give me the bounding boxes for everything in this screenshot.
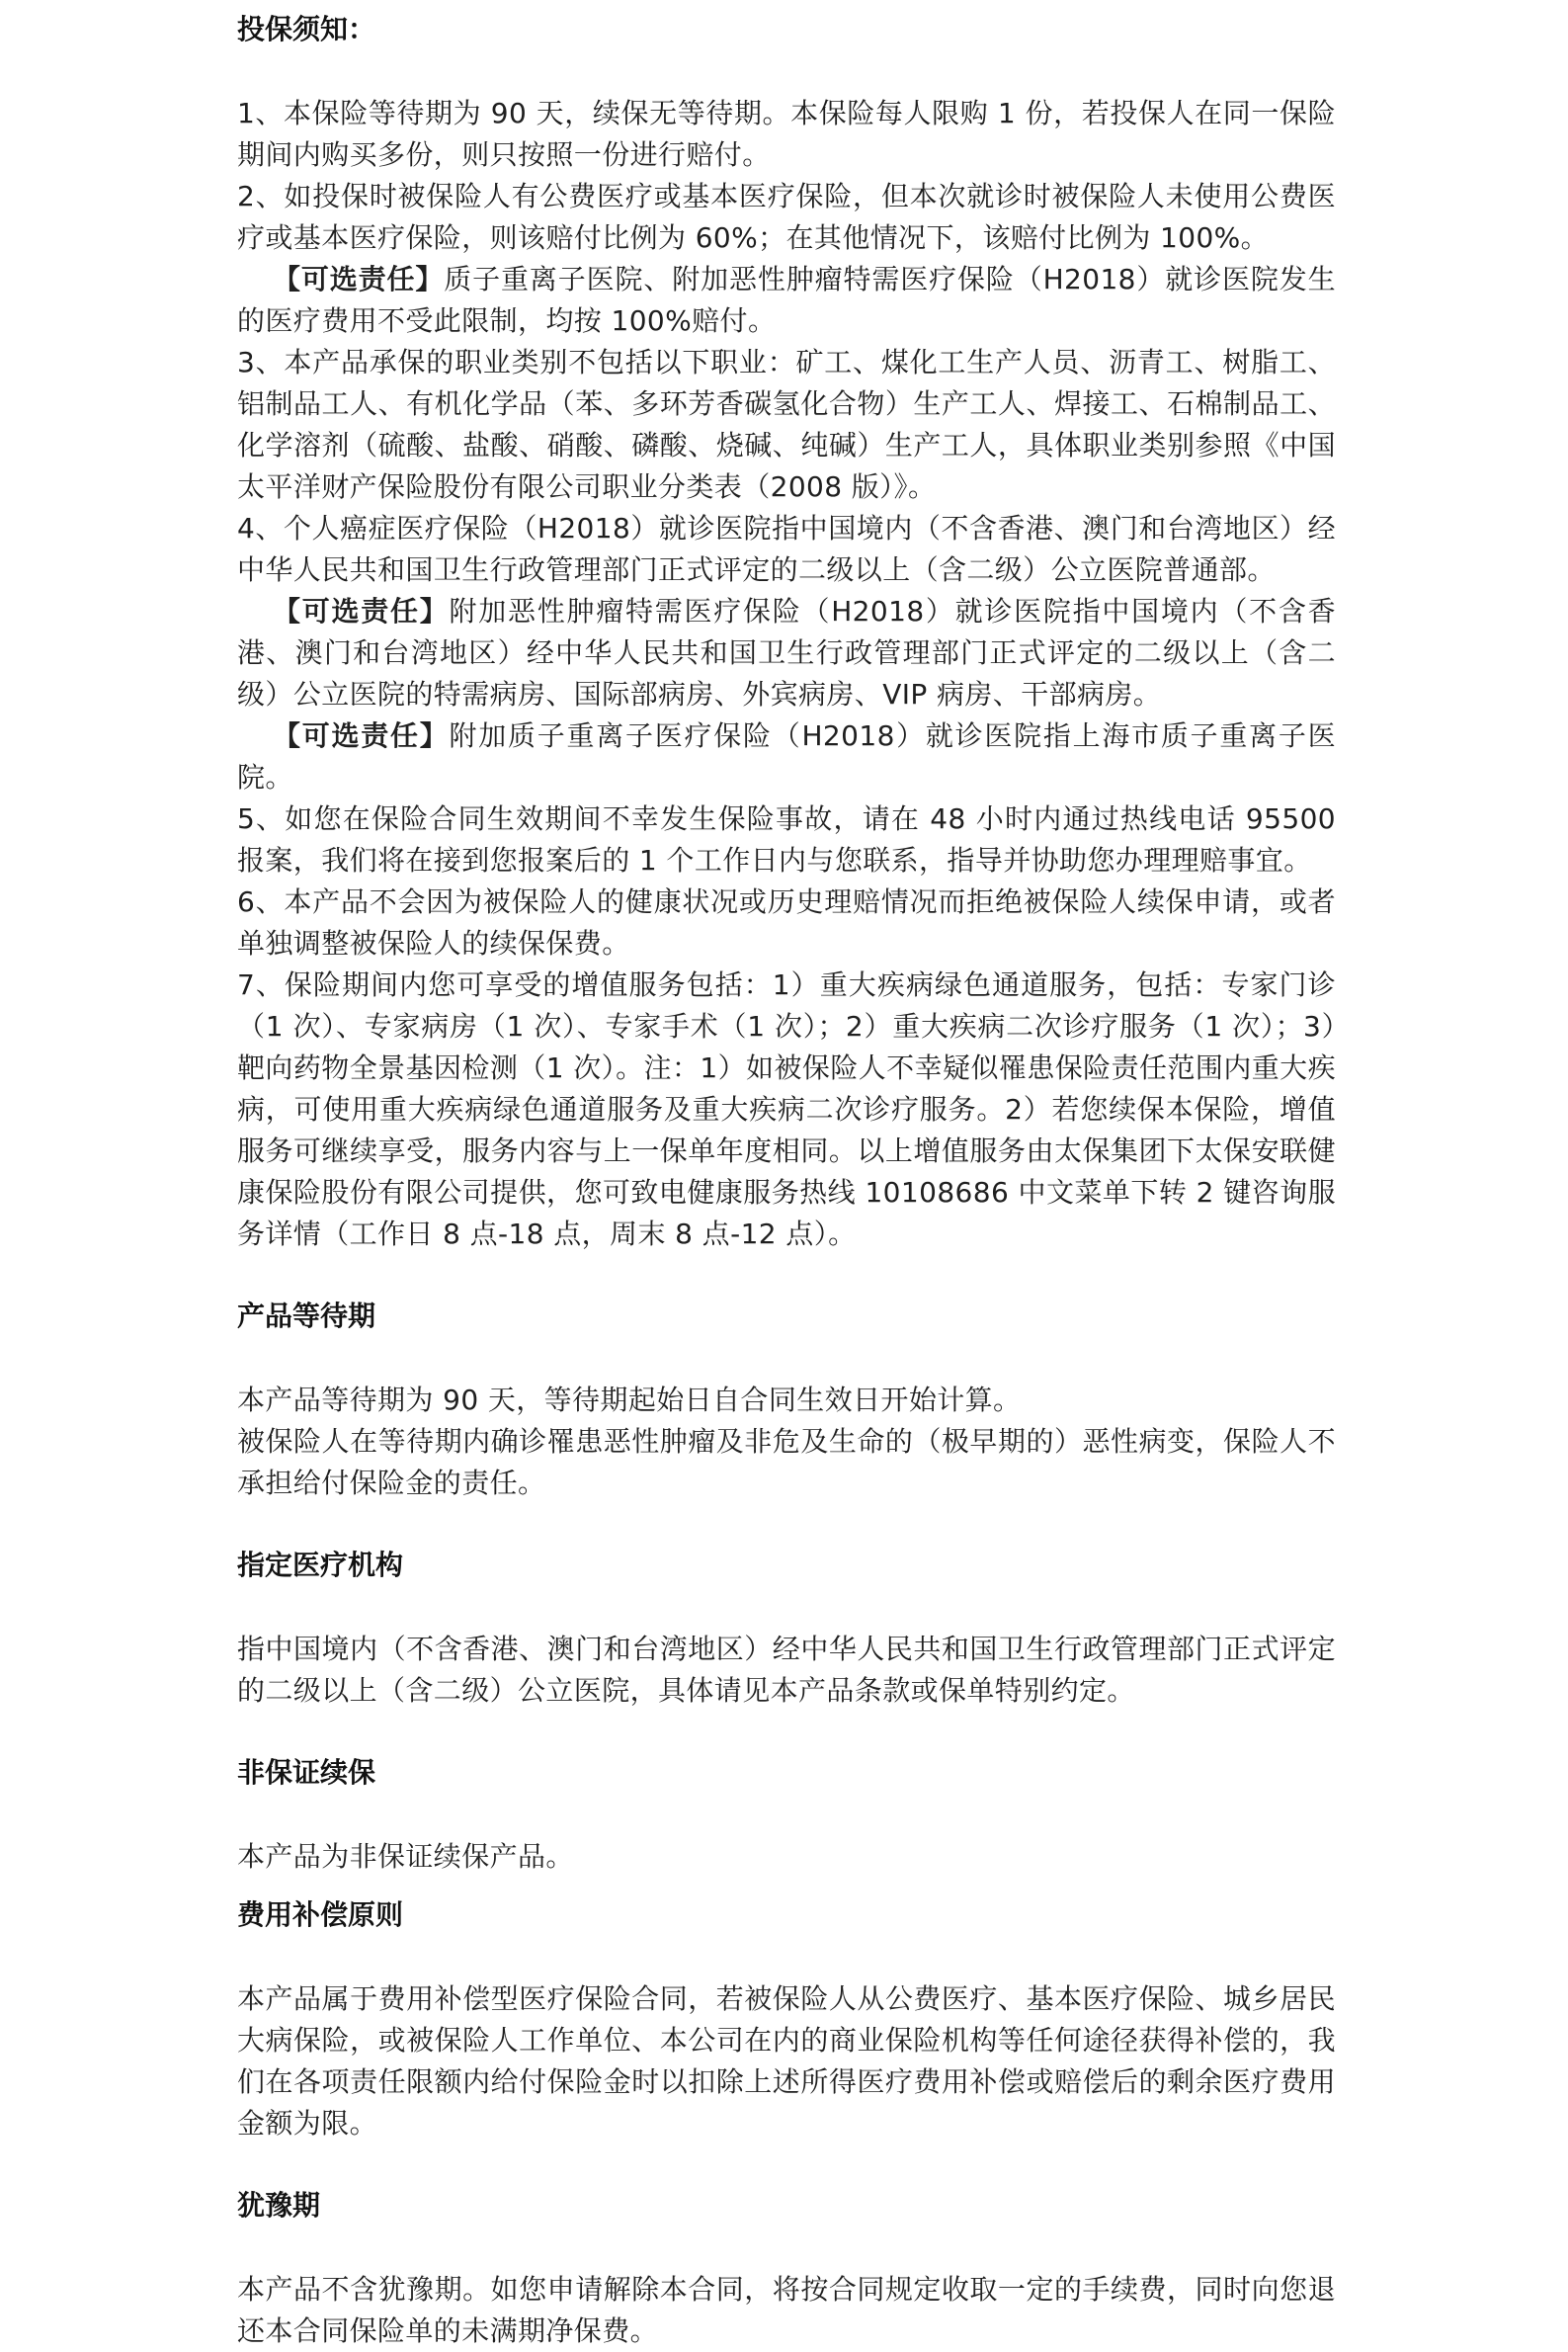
waiting-period-heading: 产品等待期	[237, 1300, 376, 1332]
optional-liability-3-text: 附加质子重离子医疗保险（H2018）就诊医院指上海市质子重离子医院。	[237, 719, 1336, 794]
notice-item-2: 2、如投保时被保险人有公费医疗或基本医疗保险，但本次就诊时被保险人未使用公费医疗或基本医疗保险，则该赔付比例为 60%；在其他情况下，该赔付比例为 100%。	[237, 180, 1336, 254]
optional-liability-1-text: 质子重离子医院、附加恶性肿瘤特需医疗保险（H2018）就诊医院发生的医疗费用不受此限制，均按 100%赔付。	[237, 263, 1336, 337]
notice-item-5: 5、如您在保险合同生效期间不幸发生保险事故，请在 48 小时内通过热线电话 95500 报案，我们将在接到您报案后的 1 个工作日内与您联系，指导并协助您办理理赔事宜。	[237, 802, 1336, 877]
notice-item-4: 4、个人癌症医疗保险（H2018）就诊医院指中国境内（不含香港、澳门和台湾地区）经中华人民共和国卫生行政管理部门正式评定的二级以上（含二级）公立医院普通部。	[237, 512, 1336, 586]
waiting-period-para-2: 被保险人在等待期内确诊罹患恶性肿瘤及非危及生命的（极早期的）恶性病变，保险人不承担给付保险金的责任。	[237, 1425, 1336, 1499]
optional-liability-2	[237, 591, 1336, 715]
waiting-period-para-1: 本产品等待期为 90 天，等待期起始日自合同生效日开始计算。	[237, 1384, 1022, 1416]
designated-hospital-para: 指中国境内（不含香港、澳门和台湾地区）经中华人民共和国卫生行政管理部门正式评定的二级以上（含二级）公立医院，具体请见本产品条款或保单特别约定。	[237, 1633, 1336, 1707]
designated-hospital-heading: 指定医疗机构	[237, 1549, 404, 1581]
cooling-off-heading: 犹豫期	[237, 2189, 321, 2222]
optional-liability-1	[237, 259, 1336, 342]
renewal-para: 本产品为非保证续保产品。	[237, 1840, 574, 1873]
compensation-para: 本产品属于费用补偿型医疗保险合同，若被保险人从公费医疗、基本医疗保险、城乡居民大病保险，或被保险人工作单位、本公司在内的商业保险机构等任何途径获得补偿的，我们在各项责任限额内给付保险金时以扣除上述所得医疗费用补偿或赔偿后的剩余医疗费用金额为限。	[237, 1982, 1336, 2140]
notice-item-7: 7、保险期间内您可享受的增值服务包括：1）重大疾病绿色通道服务，包括：专家门诊（1 次）、专家病房（1 次）、专家手术（1 次）；2）重大疾病二次诊疗服务（1 次）；3）靶向药物全景基因检测（1 次）。注：1）如被保险人不幸疑似罹患保险责任范围内重大疾病，可使用重大疾病绿色通道服务及重大疾病二次诊疗服务。2）若您续保本保险，增值服务可继续享受，服务内容与上一保单年度相同。以上增值服务由太保集团下太保安联健康保险股份有限公司提供，您可致电健康服务热线 10108686 中文菜单下转 2 键咨询服务详情（工作日 8 点-18 点，周末 8 点-12 点）。	[237, 968, 1336, 1250]
renewal-heading: 非保证续保	[237, 1756, 376, 1789]
cooling-off-para: 本产品不含犹豫期。如您申请解除本合同，将按合同规定收取一定的手续费，同时向您退还本合同保险单的未满期净保费。	[237, 2273, 1336, 2347]
notice-item-3: 3、本产品承保的职业类别不包括以下职业：矿工、煤化工生产人员、沥青工、树脂工、铝制品工人、有机化学品（苯、多环芳香碳氢化合物）生产工人、焊接工、石棉制品工、化学溶剂（硫酸、盐酸、硝酸、磷酸、烧碱、纯碱）生产工人，具体职业类别参照《中国太平洋财产保险股份有限公司职业分类表（2008 版）》。	[237, 346, 1336, 503]
compensation-heading: 费用补偿原则	[237, 1898, 404, 1931]
notice-heading: 投保须知：	[237, 13, 376, 45]
optional-label: 【可选责任】	[273, 719, 450, 752]
optional-liability-3	[237, 715, 1336, 798]
notice-item-6: 6、本产品不会因为被保险人的健康状况或历史理赔情况而拒绝被保险人续保申请，或者单独调整被保险人的续保保费。	[237, 885, 1336, 960]
optional-liability-2-text: 附加恶性肿瘤特需医疗保险（H2018）就诊医院指中国境内（不含香港、澳门和台湾地区）经中华人民共和国卫生行政管理部门正式评定的二级以上（含二级）公立医院的特需病房、国际部病房、外宾病房、VIP 病房、干部病房。	[237, 595, 1336, 711]
optional-label: 【可选责任】	[273, 263, 445, 295]
document	[237, 10, 1336, 2352]
notice-item-1: 1、本保险等待期为 90 天，续保无等待期。本保险每人限购 1 份，若投保人在同一保险期间内购买多份，则只按照一份进行赔付。	[237, 97, 1336, 171]
optional-label: 【可选责任】	[273, 595, 450, 628]
